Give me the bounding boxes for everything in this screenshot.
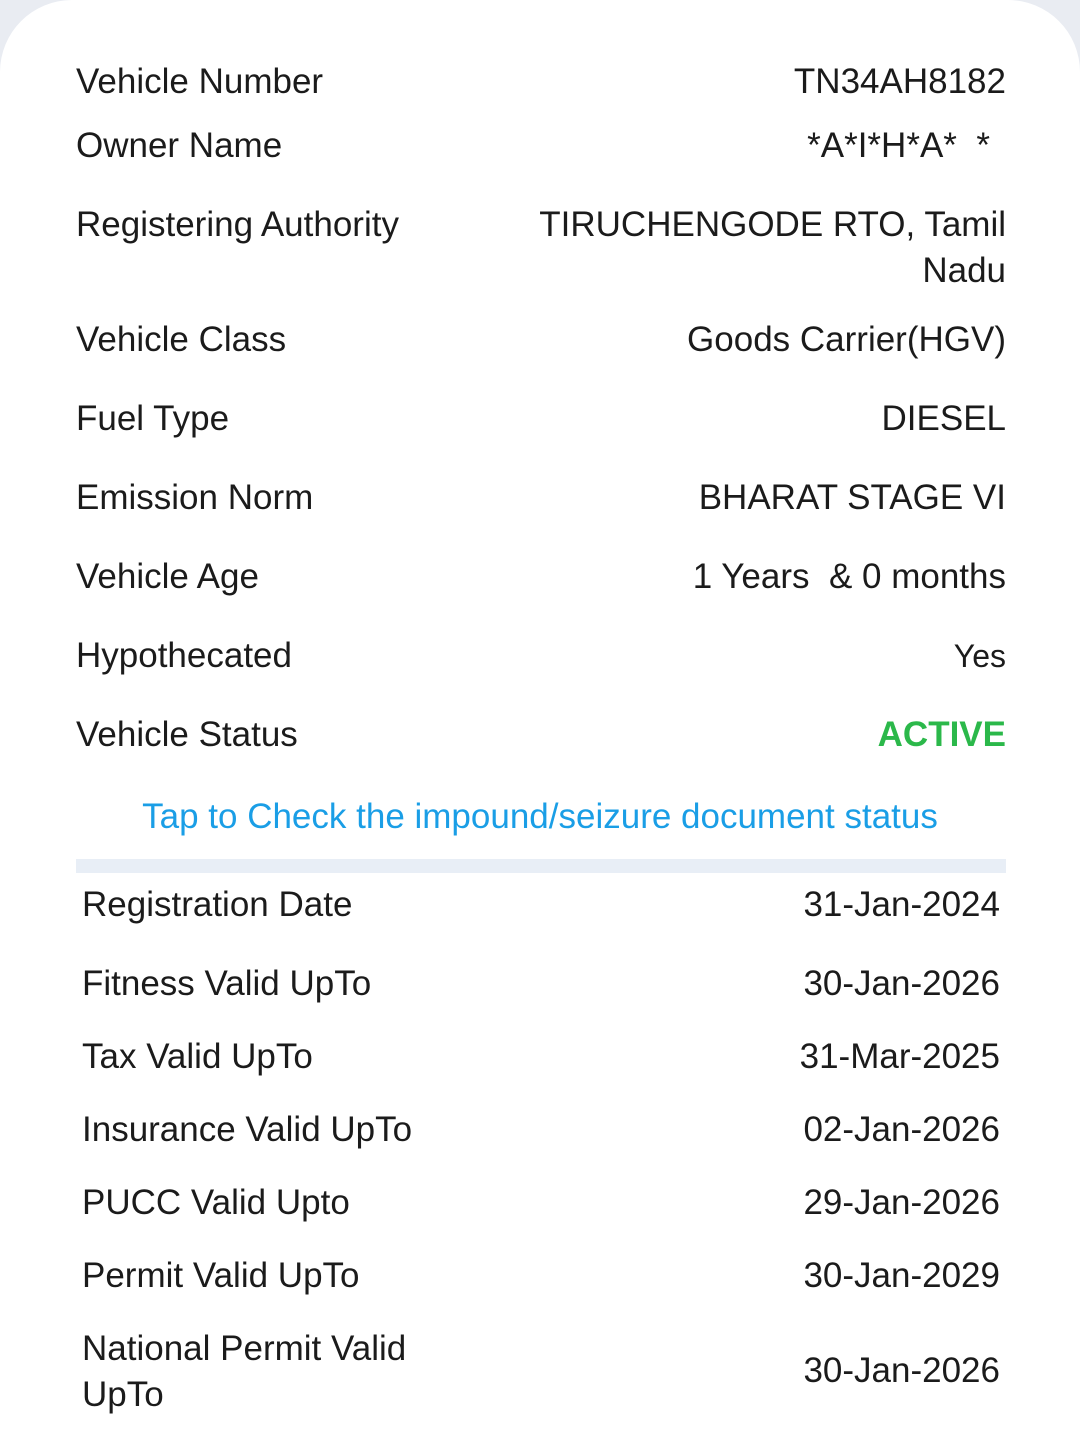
vehicle-age-value: 1 Years & 0 months [692, 557, 1006, 596]
hypothecated-value: Yes [953, 638, 1006, 674]
owner-name-value: *A*I*H*A* * [807, 126, 990, 165]
owner-name-label: Owner Name [76, 126, 283, 165]
vehicle-number-value: TN34AH8182 [793, 62, 1006, 101]
insurance-valid-label: Insurance Valid UpTo [82, 1110, 413, 1149]
registration-date-value: 31-Jan-2024 [803, 885, 1000, 924]
vehicle-number-label: Vehicle Number [76, 62, 324, 101]
insurance-valid-value: 02-Jan-2026 [803, 1110, 1000, 1149]
fitness-valid-value: 30-Jan-2026 [803, 964, 1000, 1003]
vehicle-age-label: Vehicle Age [76, 557, 259, 596]
vehicle-status-label: Vehicle Status [76, 715, 298, 754]
emission-norm-label: Emission Norm [76, 478, 314, 517]
section-divider [76, 859, 1006, 873]
fuel-type-label: Fuel Type [76, 399, 230, 438]
fuel-type-value: DIESEL [881, 399, 1006, 438]
emission-norm-value: BHARAT STAGE VI [698, 478, 1006, 517]
registration-date-label: Registration Date [82, 885, 353, 924]
impound-status-link[interactable]: Tap to Check the impound/seizure document status [142, 797, 938, 836]
national-permit-valid-label: National Permit Valid UpTo [82, 1329, 407, 1414]
vehicle-class-label: Vehicle Class [76, 320, 287, 359]
pucc-valid-value: 29-Jan-2026 [803, 1183, 1000, 1222]
pucc-valid-label: PUCC Valid Upto [82, 1183, 350, 1222]
tax-valid-value: 31-Mar-2025 [799, 1037, 1000, 1076]
fitness-valid-label: Fitness Valid UpTo [82, 964, 372, 1003]
registering-authority-label: Registering Authority [76, 205, 399, 244]
permit-valid-value: 30-Jan-2029 [803, 1256, 1000, 1295]
national-permit-valid-value: 30-Jan-2026 [803, 1351, 1000, 1390]
permit-valid-label: Permit Valid UpTo [82, 1256, 360, 1295]
tax-valid-label: Tax Valid UpTo [82, 1037, 313, 1076]
vehicle-status-badge: ACTIVE [877, 715, 1006, 754]
registering-authority-value: TIRUCHENGODE RTO, Tamil Nadu [539, 205, 1006, 290]
hypothecated-label: Hypothecated [76, 636, 292, 675]
vehicle-class-value: Goods Carrier(HGV) [687, 320, 1006, 359]
